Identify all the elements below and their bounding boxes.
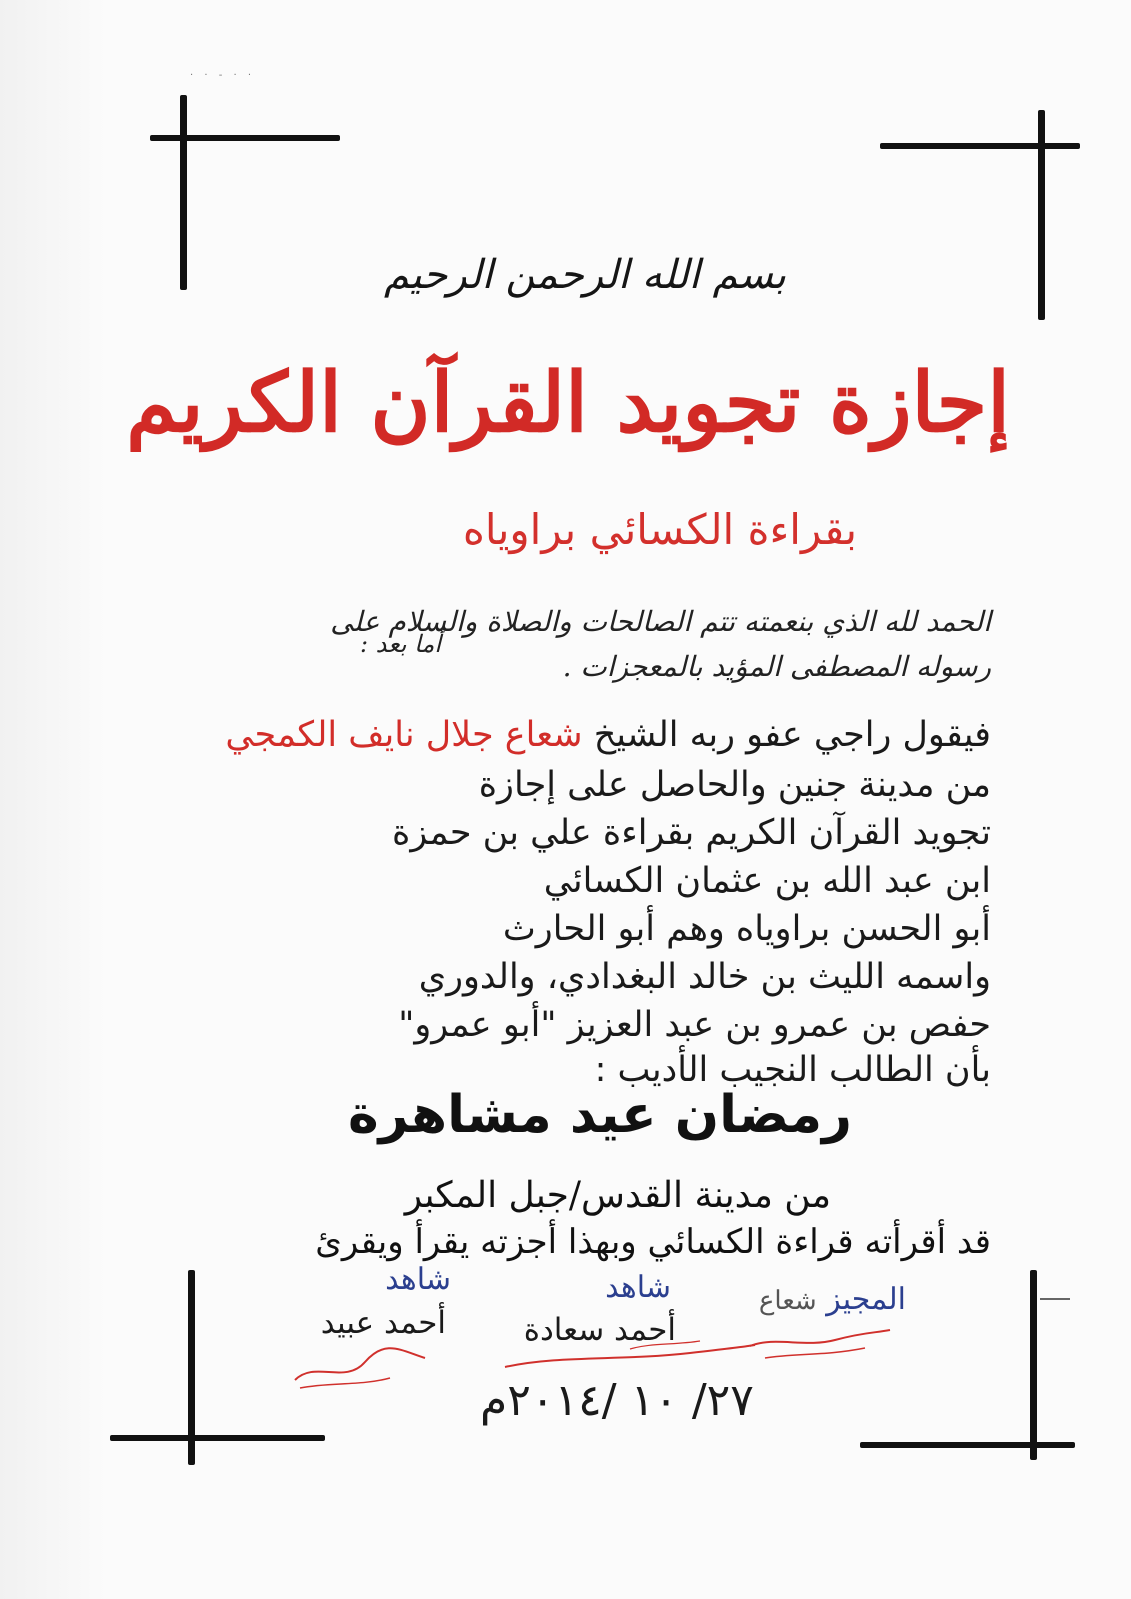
certificate-title: إجازة تجويد القرآن الكريم <box>126 355 1010 451</box>
body-line-3: تجويد القرآن الكريم بقراءة علي بن حمزة <box>392 813 991 853</box>
student-name: رمضان عيد مشاهرة <box>347 1085 852 1145</box>
body-line-2: من مدينة جنين والحاصل على إجازة <box>478 765 991 805</box>
grantor-title: المجيز <box>826 1282 906 1317</box>
corner-mark-top-left <box>150 95 350 295</box>
intro-line-1: الحمد لله الذي بنعمته تتم الصالحات والصلاة والسلام على <box>330 605 991 638</box>
intro-line-3: أما بعد : <box>359 630 441 658</box>
witness-1-signature <box>290 1340 430 1395</box>
student-city: من مدينة القدس/جبل المكبر <box>404 1175 831 1216</box>
body-line-4: ابن عبد الله بن عثمان الكسائي <box>543 861 991 901</box>
certificate-subtitle: بقراءة الكسائي براوياه <box>462 505 858 554</box>
grantor-label <box>759 1282 906 1317</box>
body-line-1 <box>225 715 991 755</box>
witness-1-name: أحمد عبيد <box>320 1305 446 1341</box>
closing-statement: قد أقرأته قراءة الكسائي وبهذا أجزته يقرأ ويقرئ <box>315 1222 991 1262</box>
witness-2-title: شاهد <box>605 1270 671 1305</box>
witness-2-signature <box>500 1335 760 1375</box>
corner-mark-top-right <box>880 110 1100 325</box>
scan-dots: · · - · · <box>190 70 256 81</box>
body-line-5: أبو الحسن براوياه وهم أبو الحارث <box>502 909 991 949</box>
witness-2-name: أحمد سعادة <box>523 1312 676 1348</box>
sheikh-name: شعاع جلال نايف الكمجي <box>225 715 583 755</box>
certificate-date: ٢٧/ ١٠ /٢٠١٤م <box>480 1375 754 1426</box>
body-line-7: حفص بن عمرو بن عبد العزيز "أبو عمرو" <box>398 1005 991 1045</box>
scan-mark <box>1040 1298 1070 1300</box>
body-line-8: بأن الطالب النجيب الأديب : <box>594 1050 991 1090</box>
scan-edge-shadow <box>0 0 106 1599</box>
witness-1-title: شاهد <box>385 1262 451 1297</box>
basmala: بسم الله الرحمن الرحيم <box>383 252 787 298</box>
body-line-1-text: فيقول راجي عفو ربه الشيخ <box>593 715 991 755</box>
intro-line-2: رسوله المصطفى المؤيد بالمعجزات . <box>562 650 991 683</box>
grantor-signature <box>745 1318 895 1368</box>
body-line-6: واسمه الليث بن خالد البغدادي، والدوري <box>418 957 991 997</box>
grantor-name: شعاع <box>758 1286 817 1316</box>
